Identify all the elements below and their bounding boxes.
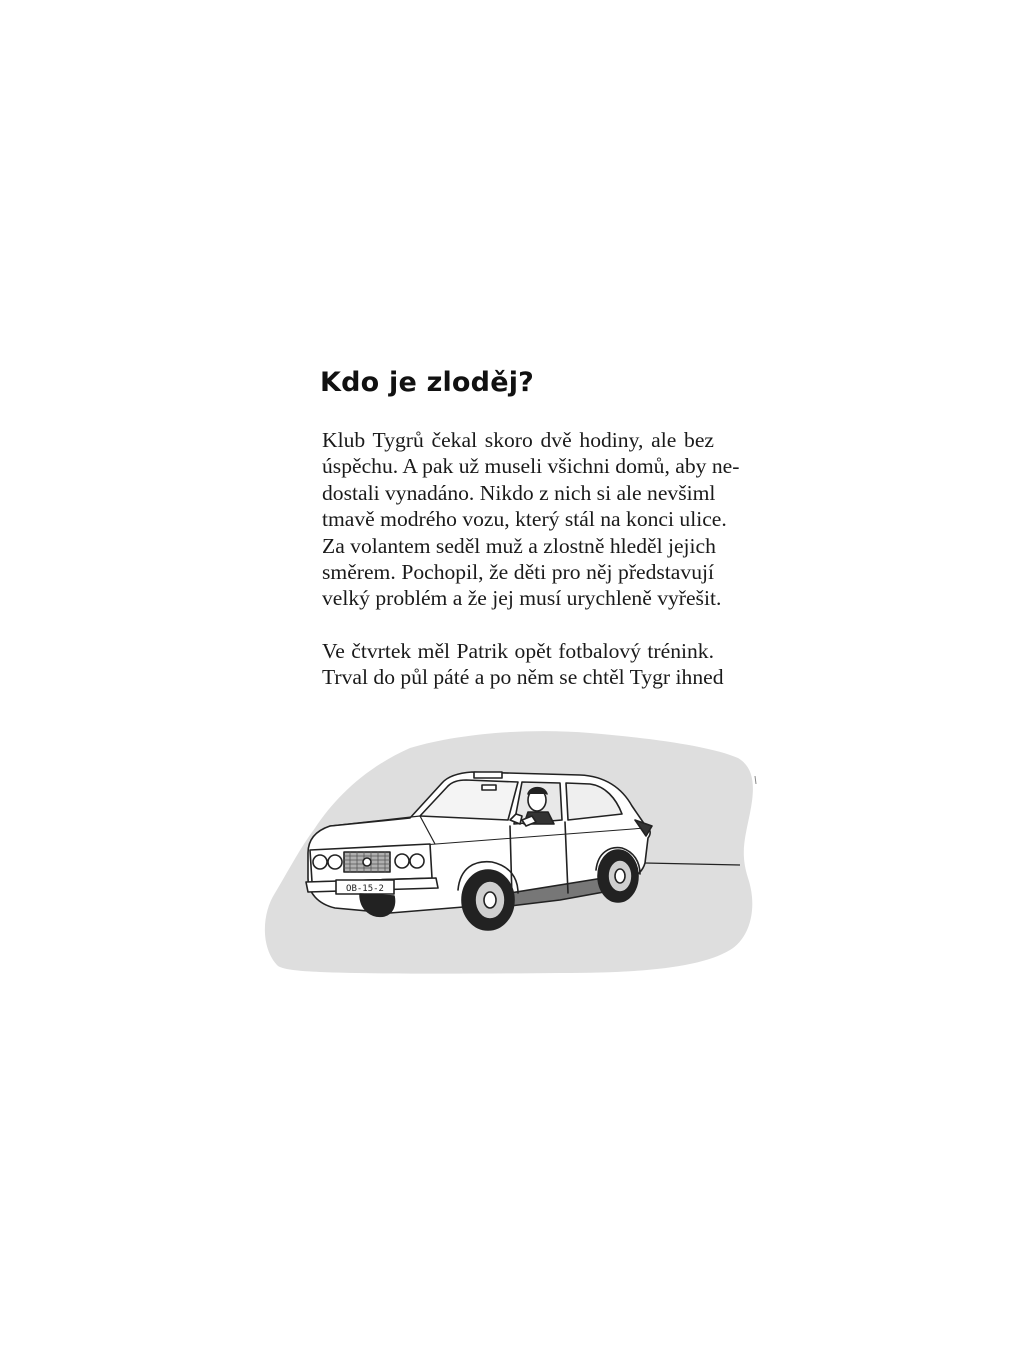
ground-mark [755, 776, 756, 784]
text-line: velký problém a že jej musí urychleně vyřešit. [322, 586, 722, 611]
text-line: tmavě modrého vozu, který stál na konci ulice. [322, 507, 727, 532]
paragraph-2 [322, 638, 724, 691]
headlight [328, 855, 342, 869]
text-line: Za volantem seděl muž a zlostně hleděl jejich [322, 533, 716, 558]
license-plate-text: OB-15-2 [346, 884, 384, 894]
headlight [410, 854, 424, 868]
badge [363, 858, 371, 866]
rearview-mirror [482, 785, 496, 790]
headlight [395, 854, 409, 868]
front-wheel [462, 870, 514, 930]
paragraph-1 [322, 427, 740, 612]
text-line: Klub Tygrů čekal skoro dvě hodiny, ale bez [322, 428, 714, 452]
roof-sign [474, 772, 502, 778]
headlight [313, 855, 327, 869]
text-line: dostali vynadáno. Nikdo z nich si ale nevšiml [322, 480, 716, 505]
car-illustration [260, 728, 760, 978]
chapter-title: Kdo je zloděj? [320, 367, 535, 398]
text-line: Trval do půl páté a po něm se chtěl Tygr ihned [322, 665, 724, 690]
text-line: Ve čtvrtek měl Patrik opět fotbalový trénink. [322, 639, 714, 663]
rear-wheel [598, 850, 638, 902]
text-line: směrem. Pochopil, že děti pro něj představují [322, 560, 714, 585]
text-line: úspěchu. A pak už museli všichni domů, aby ne- [322, 454, 740, 479]
